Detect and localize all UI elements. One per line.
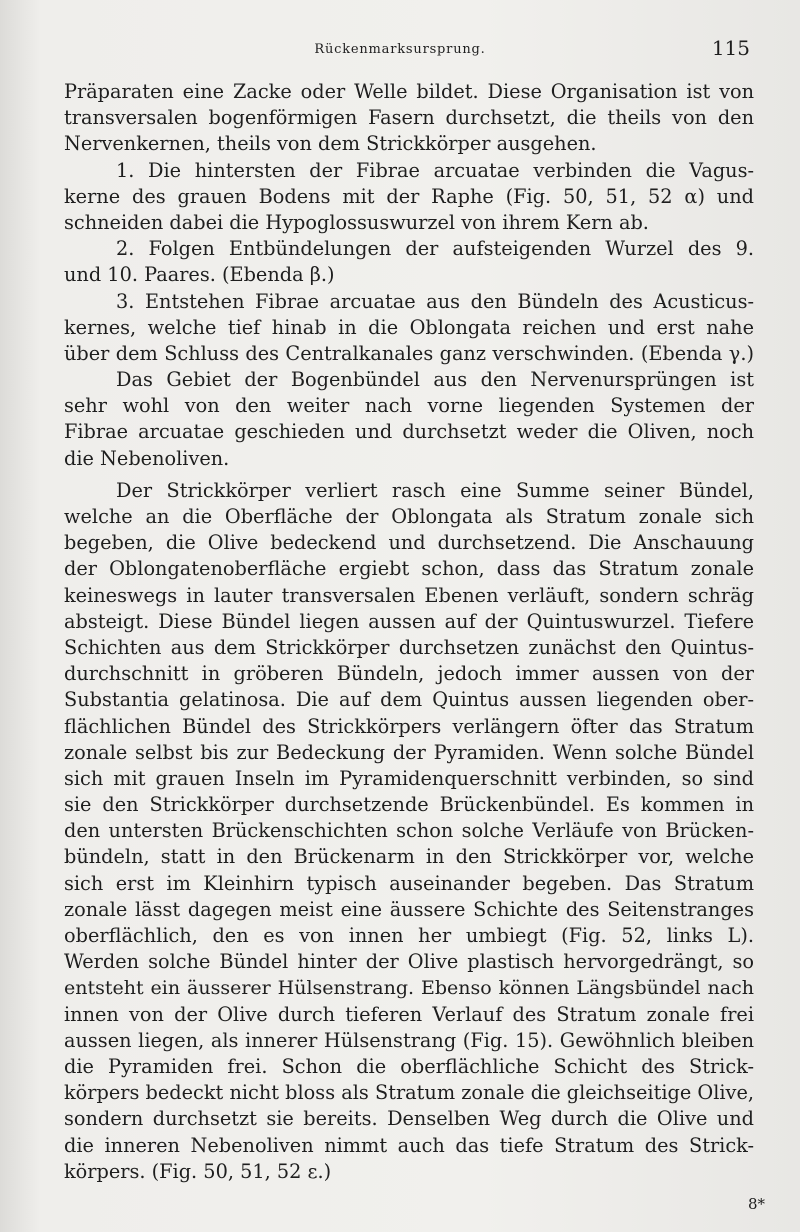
text-line: die Nebenoliven.: [64, 446, 230, 470]
text-line: und 10. Paares. (Ebenda β.): [64, 263, 335, 287]
text-line: körpers bedeckt nicht bloss als Stratum zonale die gleichseitige Olive,: [64, 1081, 754, 1105]
running-head: [0, 36, 800, 60]
text-line: transversalen bogenförmigen Fasern durchsetzt, die theils von den: [64, 106, 754, 130]
body-text: [64, 79, 754, 1185]
text-line: zonale selbst bis zur Bedeckung der Pyramiden. Wenn solche Bündel: [64, 740, 754, 764]
text-line: sehr wohl von den weiter nach vorne liegenden Systemen der: [64, 394, 754, 418]
page-number: 115: [711, 36, 750, 60]
text-line: kernes, welche tief hinab in die Oblongata reichen und erst nahe: [64, 315, 754, 339]
text-line: Werden solche Bündel hinter der Olive plastisch hervorgedrängt, so: [64, 950, 754, 974]
text-line: welche an die Oberfläche der Oblongata als Stratum zonale sich: [64, 505, 754, 528]
text-line: körpers. (Fig. 50, 51, 52 ε.): [64, 1159, 332, 1183]
text-line: sie den Strickkörper durchsetzende Brückenbündel. Es kommen in: [64, 793, 754, 817]
text-line: Fibrae arcuatae geschieden und durchsetzt weder die Oliven, noch: [64, 420, 754, 444]
text-line: die inneren Nebenoliven nimmt auch das tiefe Stratum des Strick-: [64, 1133, 754, 1157]
text-line: flächlichen Bündel des Strickkörpers verlängern öfter das Stratum: [64, 714, 754, 738]
text-line: der Oblongatenoberfläche ergiebt schon, dass das Stratum zonale: [64, 557, 754, 581]
text-line: entsteht ein äusserer Hülsenstrang. Ebenso können Längsbündel nach: [64, 977, 754, 1000]
text-line: sich mit grauen Inseln im Pyramidenquerschnitt verbinden, so sind: [64, 766, 754, 790]
text-line: absteigt. Diese Bündel liegen aussen auf der Quintuswurzel. Tiefere: [64, 609, 754, 633]
text-line: oberflächlich, den es von innen her umbiegt (Fig. 52, links L).: [64, 924, 754, 947]
signature-mark: 8*: [747, 1195, 765, 1213]
text-line: Der Strickkörper verliert rasch eine Summe seiner Bündel,: [116, 478, 754, 502]
text-line: 2. Folgen Entbündelungen der aufsteigenden Wurzel des 9.: [116, 237, 754, 261]
text-line: keineswegs in lauter transversalen Ebenen verläuft, sondern schräg: [64, 583, 754, 607]
text-line: den untersten Brückenschichten schon solche Verläufe von Brücken-: [64, 819, 754, 843]
text-line: Präparaten eine Zacke oder Welle bildet. Diese Organisation ist von: [64, 80, 754, 103]
text-line: 3. Entstehen Fibrae arcuatae aus den Bündeln des Acusticus-: [116, 289, 754, 313]
text-line: Schichten aus dem Strickkörper durchsetzen zunächst den Quintus-: [64, 635, 754, 659]
text-line: schneiden dabei die Hypoglossuswurzel von ihrem Kern ab.: [64, 210, 649, 234]
running-head-title: Rückenmarksursprung.: [314, 42, 486, 57]
text-line: kerne des grauen Bodens mit der Raphe (Fig. 50, 51, 52 α) und: [64, 184, 754, 208]
text-line: zonale lässt dagegen meist eine äussere Schichte des Seitenstranges: [64, 897, 754, 921]
text-line: sich erst im Kleinhirn typisch auseinander begeben. Das Stratum: [64, 871, 754, 895]
text-line: über dem Schluss des Centralkanales ganz verschwinden. (Ebenda γ.): [64, 341, 754, 365]
text-line: bündeln, statt in den Brückenarm in den Strickkörper vor, welche: [64, 845, 754, 869]
text-line: durchschnitt in gröberen Bündeln, jedoch immer aussen von der: [64, 662, 754, 686]
text-line: sondern durchsetzt sie bereits. Denselben Weg durch die Olive und: [64, 1107, 754, 1131]
text-line: 1. Die hintersten der Fibrae arcuatae verbinden die Vagus-: [116, 158, 754, 182]
text-line: die Pyramiden frei. Schon die oberflächliche Schicht des Strick-: [64, 1054, 754, 1078]
text-line: Das Gebiet der Bogenbündel aus den Nervenursprüngen ist: [116, 368, 754, 392]
text-line: Nervenkernen, theils von dem Strickkörper ausgehen.: [64, 132, 597, 156]
text-line: begeben, die Olive bedeckend und durchsetzend. Die Anschauung: [64, 531, 754, 555]
text-line: Substantia gelatinosa. Die auf dem Quintus aussen liegenden ober-: [64, 688, 754, 712]
text-line: innen von der Olive durch tieferen Verlauf des Stratum zonale frei: [64, 1002, 754, 1026]
text-line: aussen liegen, als innerer Hülsenstrang (Fig. 15). Gewöhnlich bleiben: [64, 1028, 754, 1052]
